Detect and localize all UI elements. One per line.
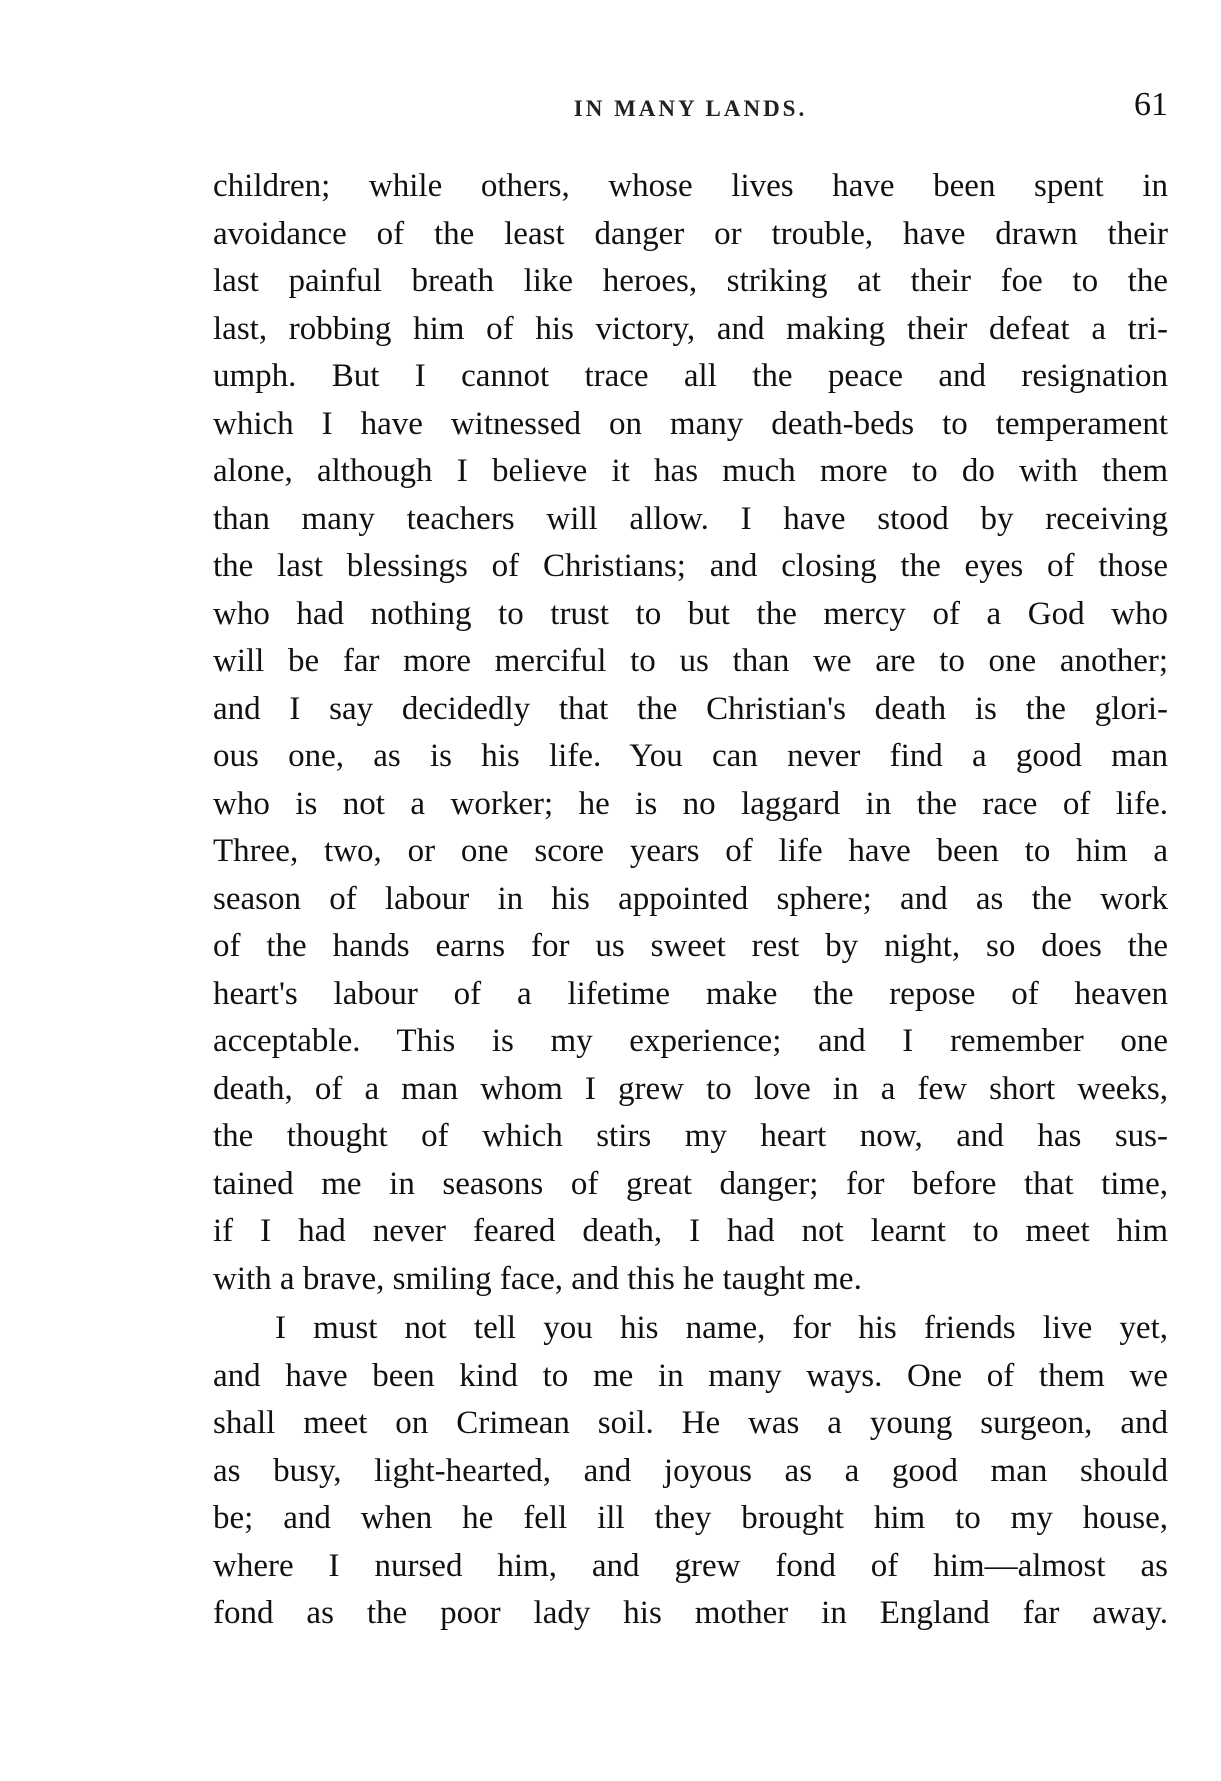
text-line: last painful breath like heroes, striking at their foe to the [213, 263, 1168, 299]
text-line: I must not tell you his name, for his friends live yet, [275, 1310, 1168, 1346]
text-line: of the hands earns for us sweet rest by night, so does the [213, 928, 1168, 964]
text-line: and have been kind to me in many ways. One of them we [213, 1357, 1168, 1394]
paragraph-2 [213, 1305, 1168, 1638]
text-line: be; and when he fell ill they brought him to my house, [213, 1500, 1168, 1536]
text-line: where I nursed him, and grew fond of him—almost as [213, 1547, 1168, 1584]
text-line: last, robbing him of his victory, and making their defeat a tri- [213, 310, 1168, 347]
text-line: and I say decidedly that the Christian's death is the glori- [213, 690, 1168, 727]
text-line: acceptable. This is my experience; and I remember one [213, 1023, 1168, 1059]
text-line: alone, although I believe it has much more to do with them [213, 453, 1168, 489]
paragraph-1 [213, 163, 1168, 1303]
text-line: fond as the poor lady his mother in England far away. [213, 1595, 1168, 1631]
text-line: as busy, light-hearted, and joyous as a good man should [213, 1452, 1168, 1489]
text-line: heart's labour of a lifetime make the repose of heaven [213, 975, 1168, 1012]
text-line: Three, two, or one score years of life have been to him a [213, 833, 1168, 869]
text-line: children; while others, whose lives have been spent in [213, 168, 1168, 204]
text-line: than many teachers will allow. I have stood by receiving [213, 500, 1168, 537]
text-line: will be far more merciful to us than we are to one another; [213, 643, 1168, 679]
page-number: 61 [1134, 86, 1168, 123]
running-title: IN MANY LANDS. [573, 96, 808, 121]
text-line: ous one, as is his life. You can never find a good man [213, 738, 1168, 774]
text-line: which I have witnessed on many death-beds to temperament [213, 405, 1168, 442]
text-line: season of labour in his appointed sphere; and as the work [213, 880, 1168, 917]
text-line: avoidance of the least danger or trouble, have drawn their [213, 215, 1168, 252]
text-line: the thought of which stirs my heart now, and has sus- [213, 1118, 1168, 1154]
text-line: who had nothing to trust to but the mercy of a God who [213, 595, 1168, 632]
text-line: shall meet on Crimean soil. He was a young surgeon, and [213, 1405, 1168, 1441]
body-text [213, 163, 1168, 1638]
text-line: death, of a man whom I grew to love in a few short weeks, [213, 1070, 1168, 1107]
text-line: who is not a worker; he is no laggard in the race of life. [213, 785, 1168, 822]
text-line: with a brave, smiling face, and this he taught me. [213, 1260, 862, 1297]
text-line: tained me in seasons of great danger; for before that time, [213, 1165, 1168, 1202]
text-line: umph. But I cannot trace all the peace and resignation [213, 358, 1168, 394]
text-line: if I had never feared death, I had not learnt to meet him [213, 1213, 1168, 1249]
running-head [213, 86, 1168, 136]
text-line: the last blessings of Christians; and closing the eyes of those [213, 548, 1168, 584]
